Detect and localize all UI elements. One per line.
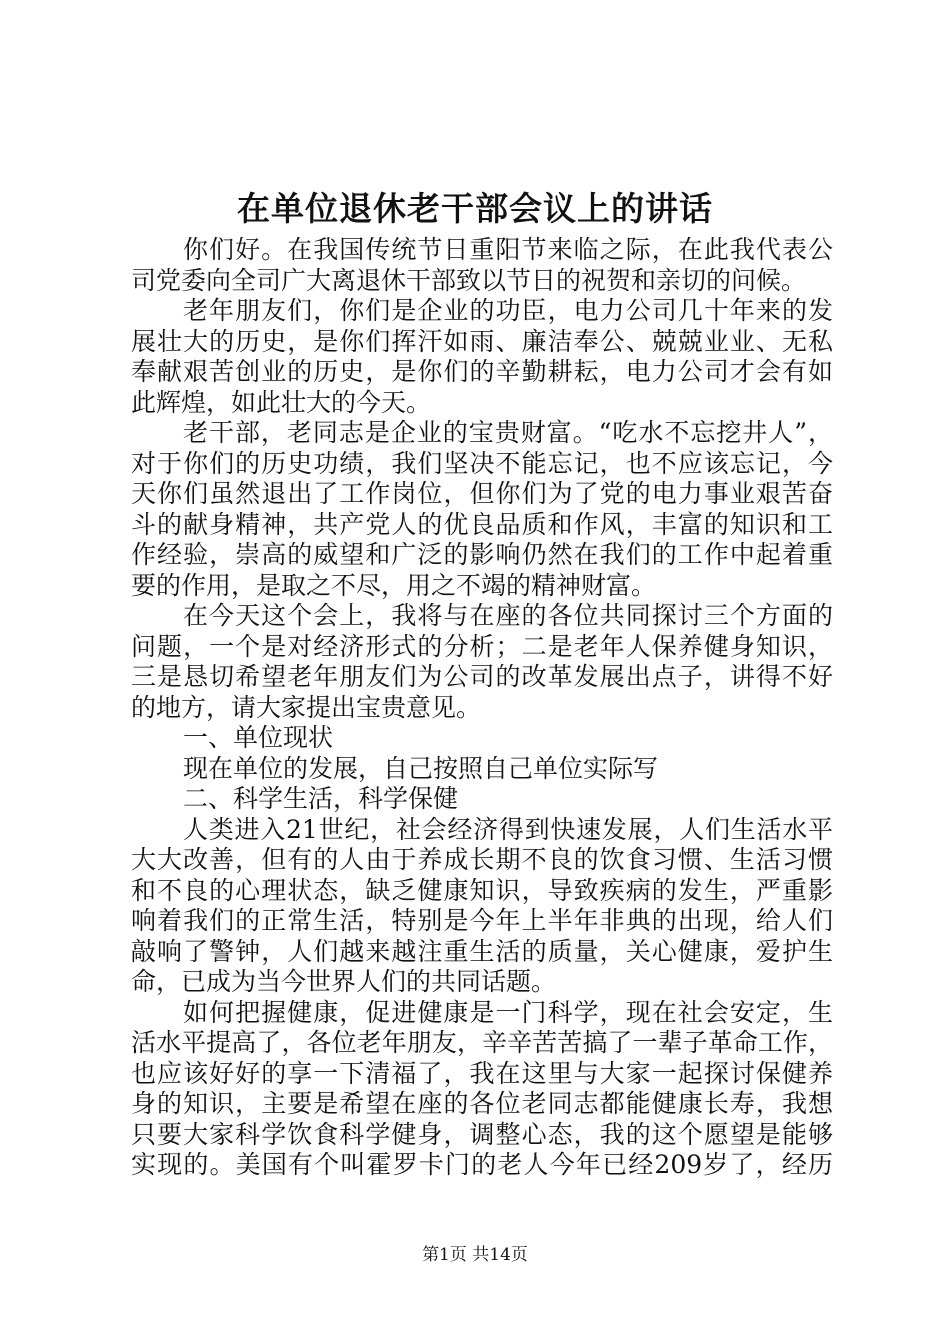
paragraph-line: 要的作用，是取之不尽，用之不竭的精神财富。 xyxy=(131,570,657,600)
paragraph-line: 展壮大的历史，是你们挥汗如雨、廉洁奉公、兢兢业业、无私 xyxy=(131,326,833,356)
paragraph-line: 实现的。美国有个叫霍罗卡门的老人今年已经209岁了，经历 xyxy=(131,1150,833,1179)
paragraph-line: 在今天这个会上，我将与在座的各位共同探讨三个方面的 xyxy=(183,601,833,630)
page-number: 第1页 共14页 xyxy=(422,1245,528,1265)
paragraph-line: 活水平提高了，各位老年朋友，辛辛苦苦搞了一辈子革命工作， xyxy=(131,1028,833,1057)
document-body xyxy=(131,235,833,1181)
paragraph-line: 命，已成为当今世界人们的共同话题。 xyxy=(131,967,557,996)
paragraph-line: 也应该好好的享一下清福了，我在这里与大家一起探讨保健养 xyxy=(131,1058,833,1088)
paragraph-line: 斗的献身精神，共产党人的优良品质和作风，丰富的知识和工 xyxy=(131,509,833,539)
paragraph-line: 敲响了警钟，人们越来越注重生活的质量，关心健康，爱护生 xyxy=(131,936,833,966)
paragraph-line: 奉献艰苦创业的历史，是你们的辛勤耕耘，电力公司才会有如 xyxy=(131,357,833,386)
paragraph-line: 司党委向全司广大离退休干部致以节日的祝贺和亲切的问候。 xyxy=(131,265,807,295)
paragraph-line: 现在单位的发展，自己按照自己单位实际写 xyxy=(183,753,659,783)
section-heading: 一、单位现状 xyxy=(183,723,334,752)
paragraph-line: 响着我们的正常生活，特别是今年上半年非典的出现，给人们 xyxy=(131,906,833,935)
paragraph-line: 问题，一个是对经济形式的分析；二是老年人保养健身知识， xyxy=(131,631,833,661)
paragraph-line: 此辉煌，如此壮大的今天。 xyxy=(131,387,432,417)
paragraph-line: 如何把握健康，促进健康是一门科学，现在社会安定，生 xyxy=(183,997,833,1027)
paragraph-line: 你们好。在我国传统节日重阳节来临之际，在此我代表公 xyxy=(183,235,833,264)
paragraph-line: 和不良的心理状态，缺乏健康知识，导致疾病的发生，严重影 xyxy=(131,875,833,905)
paragraph-line: 人类进入21世纪，社会经济得到快速发展，人们生活水平 xyxy=(183,814,833,844)
paragraph-line: 老年朋友们，你们是企业的功臣，电力公司几十年来的发 xyxy=(183,296,833,325)
section-heading: 二、科学生活，科学保健 xyxy=(183,784,459,813)
paragraph-line: 天你们虽然退出了工作岗位，但你们为了党的电力事业艰苦奋 xyxy=(131,479,833,508)
paragraph-line: 老干部，老同志是企业的宝贵财富。“吃水不忘挖井人”， xyxy=(183,418,833,447)
paragraph-line: 身的知识，主要是希望在座的各位老同志都能健康长寿，我想 xyxy=(131,1089,833,1118)
paragraph-line: 对于你们的历史功绩，我们坚决不能忘记，也不应该忘记，今 xyxy=(131,448,833,478)
paragraph-line: 作经验，崇高的威望和广泛的影响仍然在我们的工作中起着重 xyxy=(131,540,833,569)
paragraph-line: 只要大家科学饮食科学健身，调整心态，我的这个愿望是能够 xyxy=(131,1119,833,1149)
paragraph-line: 三是恳切希望老年朋友们为公司的改革发展出点子，讲得不好 xyxy=(131,662,833,691)
paragraph-line: 的地方，请大家提出宝贵意见。 xyxy=(131,692,482,722)
document-title: 在单位退休老干部会议上的讲话 xyxy=(237,189,713,228)
paragraph-line: 大大改善，但有的人由于养成长期不良的饮食习惯、生活习惯 xyxy=(131,845,833,874)
